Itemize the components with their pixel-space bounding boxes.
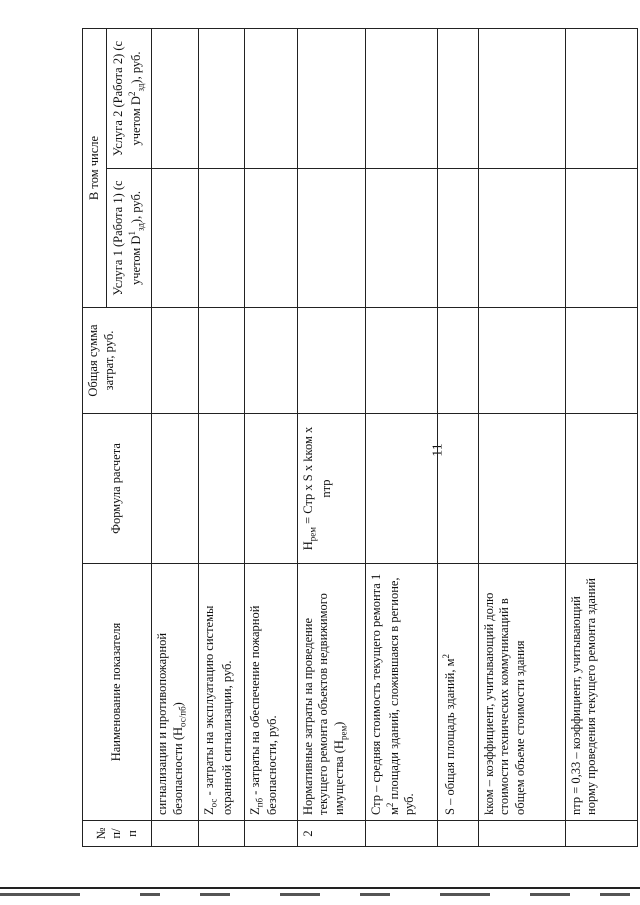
header-name: Наименование показателя <box>83 564 152 821</box>
row-num <box>244 821 297 847</box>
table-row <box>244 29 297 847</box>
row-name: сигнализации и противопожарной безопасности $(Н_{ос/пб})$ <box>152 564 199 821</box>
row-formula: $Н_{рем}$ = Стр х S х kком х nтр <box>297 414 365 564</box>
table-row <box>438 29 478 847</box>
row-num <box>365 821 437 847</box>
header-formula: Формула расчета <box>83 414 152 564</box>
bottom-dash <box>0 893 80 896</box>
bottom-dash <box>200 893 230 896</box>
row-name: nтр = 0,33 – коэффициент, учитывающий норму проведения текущего ремонта зданий <box>565 564 637 821</box>
page-number: 11 <box>430 443 446 457</box>
bottom-dash <box>440 893 490 896</box>
header-service1: Услуга 1 (Работа 1) (с учетом $D^1_{зд}$), руб. <box>107 169 152 308</box>
bottom-dash <box>360 893 390 896</box>
header-incl: В том числе <box>83 29 107 308</box>
table-row <box>478 29 565 847</box>
row-num <box>199 821 245 847</box>
cost-table <box>82 28 638 847</box>
row-name: $Z_{пб}$ - затраты на обеспечение пожарной безопасности, руб. <box>244 564 297 821</box>
bottom-dash <box>280 893 320 896</box>
header-service2: Услуга 2 (Работа 2) (с учетом $D^2_{зд}$), руб. <box>107 29 152 169</box>
row-name: kком – коэффициент, учитывающий долю стоимости технических коммуникаций в общем объеме стоимости здания <box>478 564 565 821</box>
row-name: Нормативные затраты на проведение текущего ремонта объектов недвижимого имущества $(Н_{рем})$ <box>297 564 365 821</box>
bottom-rule <box>0 887 640 889</box>
rotated-table-wrapper <box>82 29 638 847</box>
bottom-dash <box>600 893 630 896</box>
table-row <box>565 29 637 847</box>
row-name: $Z_{ос}$ - затраты на эксплуатацию системы охранной сигнализации, руб. <box>199 564 245 821</box>
row-name: S – общая площадь зданий, $м^2$ <box>438 564 478 821</box>
row-num <box>152 821 199 847</box>
bottom-dash <box>140 893 160 896</box>
row-num <box>565 821 637 847</box>
row-num <box>438 821 478 847</box>
bottom-dash <box>530 893 570 896</box>
row-num <box>478 821 565 847</box>
header-num: № п/п <box>83 821 152 847</box>
table-row <box>152 29 199 847</box>
header-total: Общая сумма затрат, руб. <box>83 308 152 414</box>
row-num: 2 <box>297 821 365 847</box>
table-row <box>365 29 437 847</box>
table-row <box>199 29 245 847</box>
table-row <box>297 29 365 847</box>
row-name: Стр – средняя стоимость текущего ремонта 1 $м^2$ площади зданий, сложившаяся в регионе, руб. <box>365 564 437 821</box>
